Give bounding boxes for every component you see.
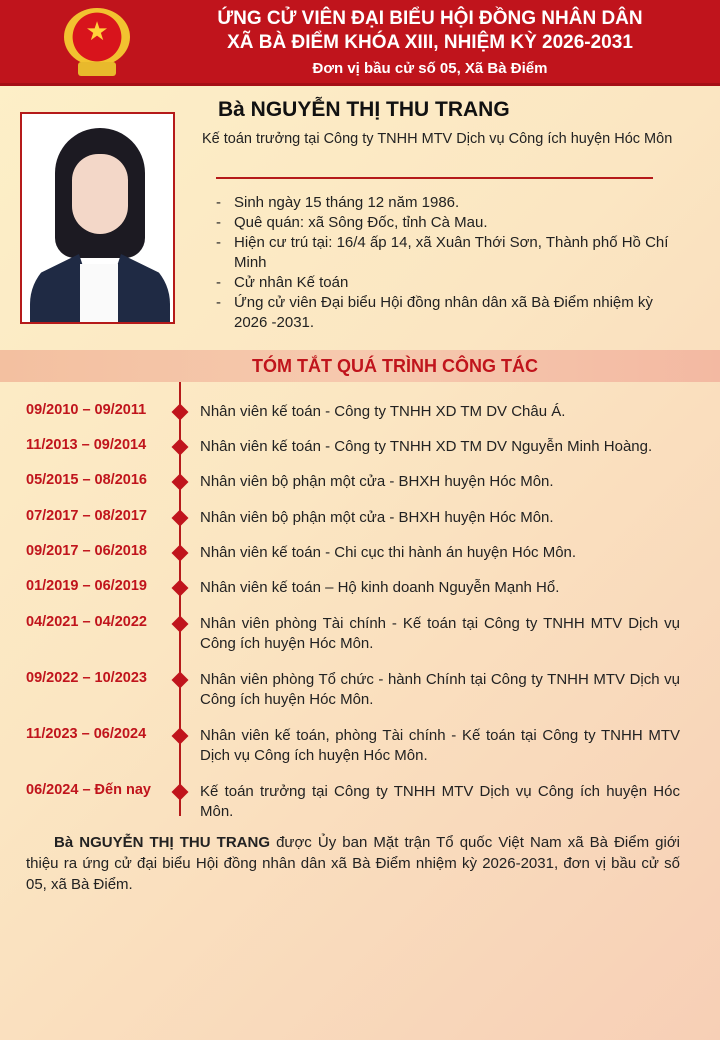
diamond-marker-icon (172, 545, 189, 562)
diamond-marker-icon (172, 404, 189, 421)
timeline-date: 06/2024 – Đến nay (26, 782, 151, 798)
timeline-description: Nhân viên kế toán - Công ty TNHH XD TM DV Nguyễn Minh Hoàng. (200, 438, 653, 455)
diamond-marker-icon (172, 474, 189, 491)
diamond-marker-icon (172, 728, 189, 745)
info-item: - Ứng cử viên Đại biểu Hội đồng nhân dân xã Bà Điểm nhiệm kỳ 2026 -2031. (214, 293, 684, 333)
divider (216, 177, 653, 179)
closing-name: Bà NGUYỄN THỊ THU TRANG (54, 834, 270, 851)
timeline-date: 11/2023 – 06/2024 (26, 726, 147, 742)
section-title: TÓM TẮT QUÁ TRÌNH CÔNG TÁC (252, 356, 538, 376)
closing-paragraph (26, 832, 680, 895)
timeline-description: Nhân viên phòng Tổ chức - hành Chính tại Công ty TNHH MTV Dịch vụ Công ích huyện Hóc Môn. (200, 671, 680, 708)
diamond-marker-icon (172, 580, 189, 597)
candidate-title: Kế toán trưởng tại Công ty TNHH MTV Dịch vụ Công ích huyện Hóc Môn (202, 131, 673, 147)
timeline-description: Nhân viên bộ phận một cửa - BHXH huyện Hóc Môn. (200, 509, 554, 526)
timeline-date: 09/2022 – 10/2023 (26, 670, 147, 686)
header-subtitle: Đơn vị bầu cử số 05, Xã Bà Điểm (312, 60, 548, 77)
timeline-description: Kế toán trưởng tại Công ty TNHH MTV Dịch vụ Công ích huyện Hóc Môn. (200, 783, 680, 820)
timeline-date: 09/2017 – 06/2018 (26, 543, 147, 559)
diamond-marker-icon (172, 616, 189, 633)
timeline-description: Nhân viên kế toán, phòng Tài chính - Kế toán tại Công ty TNHH MTV Dịch vụ Công ích huyện Hóc Môn. (200, 727, 680, 764)
timeline-description: Nhân viên phòng Tài chính - Kế toán tại Công ty TNHH MTV Dịch vụ Công ích huyện Hóc Môn. (200, 615, 680, 652)
timeline-description: Nhân viên kế toán – Hộ kinh doanh Nguyễn Mạnh Hổ. (200, 579, 560, 596)
diamond-marker-icon (172, 672, 189, 689)
timeline-description: Nhân viên kế toán - Chi cục thi hành án huyện Hóc Môn. (200, 544, 577, 561)
header-banner (0, 0, 720, 86)
diamond-marker-icon (172, 784, 189, 801)
timeline-date: 05/2015 – 08/2016 (26, 472, 147, 488)
closing-text: được Ủy ban Mặt trận Tổ quốc Việt Nam xã Bà Điểm giới thiệu ra ứng cử đại biểu Hội đồng nhân dân xã Bà Điểm nhiệm kỳ 2026-2031, đơn vị bầu cử số 05, xã Bà Điểm. (26, 834, 681, 893)
info-item: - Quê quán: xã Sông Đốc, tỉnh Cà Mau. (214, 213, 684, 233)
diamond-marker-icon (172, 439, 189, 456)
timeline-date: 11/2013 – 09/2014 (26, 437, 147, 453)
national-emblem-icon: ★ (60, 8, 134, 80)
timeline-date: 07/2017 – 08/2017 (26, 508, 147, 524)
candidate-name: Bà NGUYỄN THỊ THU TRANG (218, 98, 510, 121)
diamond-marker-icon (172, 510, 189, 527)
header-title-line2: XÃ BÀ ĐIỂM KHÓA XIII, NHIỆM KỲ 2026-2031 (227, 32, 633, 53)
header-title-line1: ỨNG CỬ VIÊN ĐẠI BIỂU HỘI ĐỒNG NHÂN DÂN (217, 8, 643, 29)
timeline-date: 01/2019 – 06/2019 (26, 578, 147, 594)
timeline-date: 09/2010 – 09/2011 (26, 402, 147, 418)
timeline-description: Nhân viên kế toán - Công ty TNHH XD TM DV Châu Á. (200, 403, 566, 420)
info-item: - Sinh ngày 15 tháng 12 năm 1986. (214, 193, 684, 213)
info-item: - Hiện cư trú tại: 16/4 ấp 14, xã Xuân Thới Sơn, Thành phố Hồ Chí Minh (214, 233, 684, 273)
candidate-info-list (214, 193, 684, 333)
timeline-date: 04/2021 – 04/2022 (26, 614, 147, 630)
info-item: - Cử nhân Kế toán (214, 273, 684, 293)
candidate-photo (20, 112, 175, 324)
timeline-description: Nhân viên bộ phận một cửa - BHXH huyện Hóc Môn. (200, 473, 554, 490)
